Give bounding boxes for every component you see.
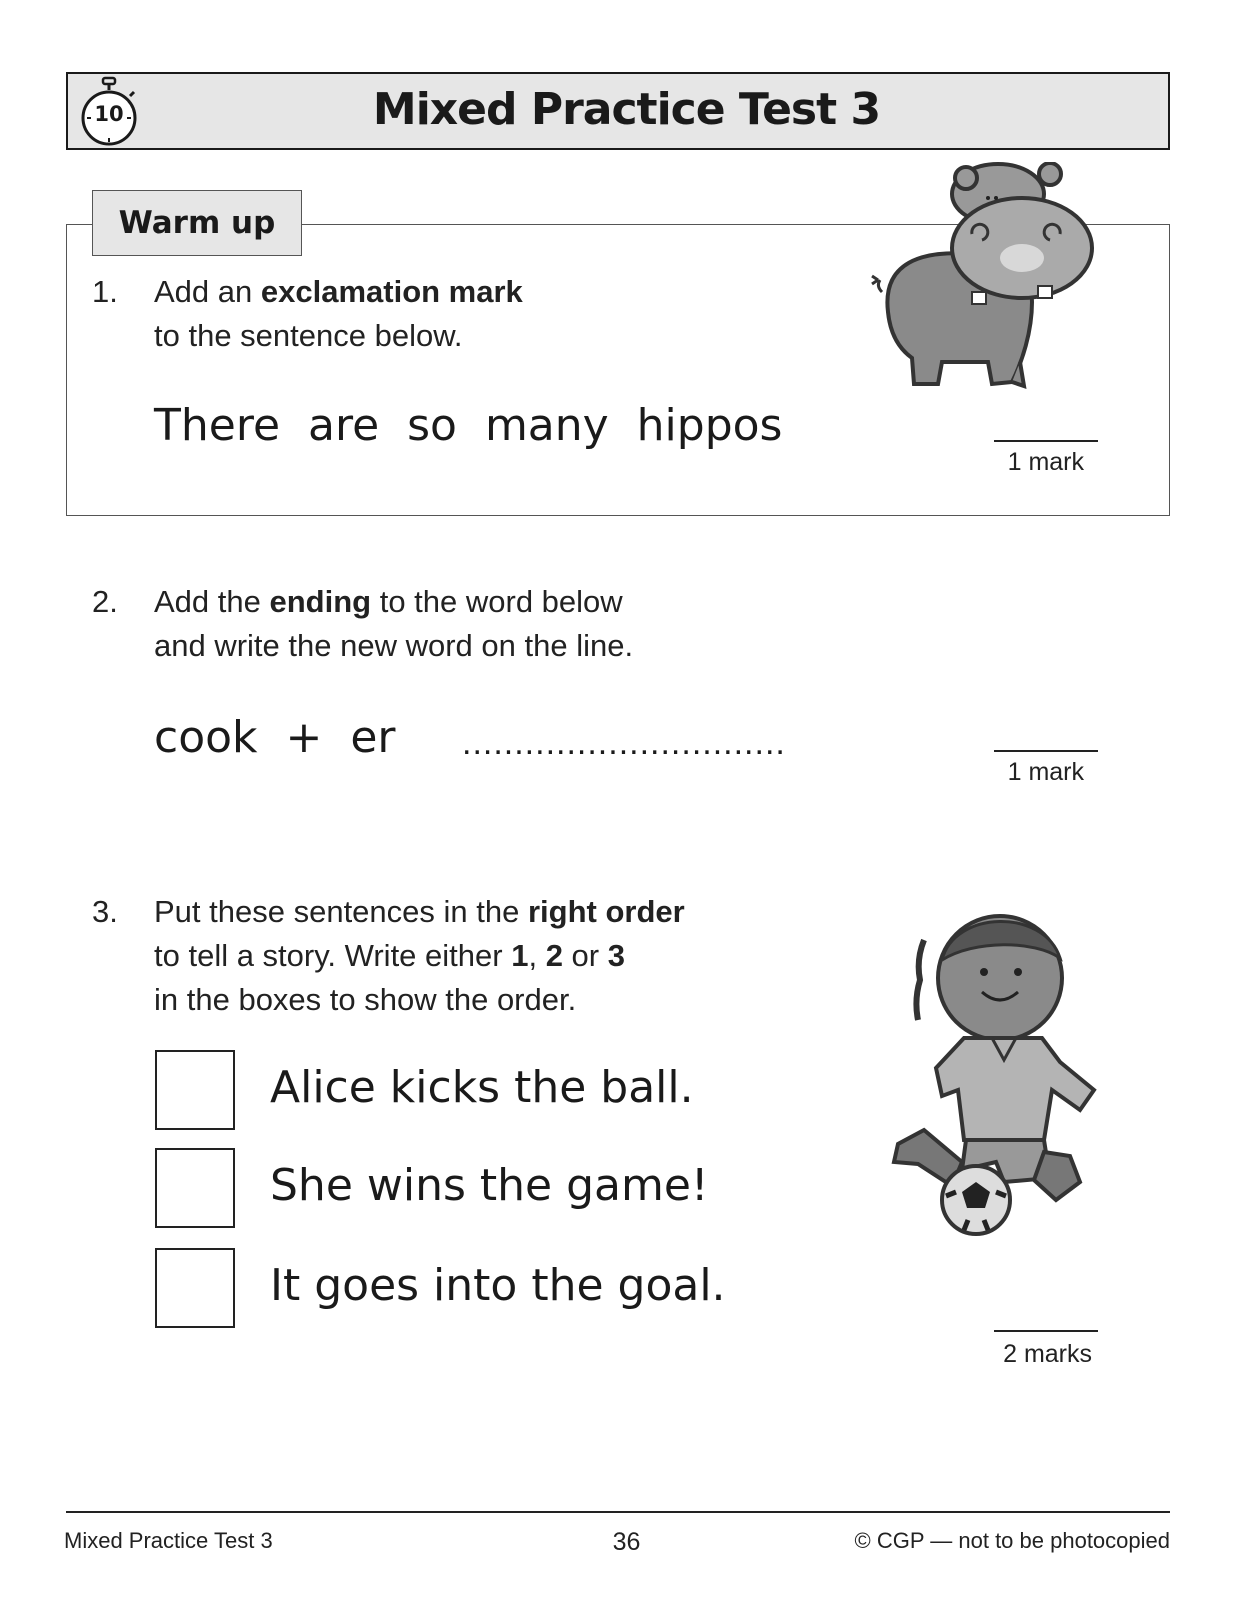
footer-right-text: © CGP — not to be photocopied	[854, 1528, 1170, 1553]
q1-mark-line	[994, 440, 1098, 442]
girl-football-illustration	[884, 900, 1110, 1240]
q3-marks: 2 marks	[1003, 1340, 1092, 1368]
q3-sep: ,	[528, 938, 546, 973]
q3-instruction	[154, 890, 685, 1022]
story-sentence-3: It goes into the goal.	[270, 1260, 726, 1311]
q1-text-b: to the sentence below.	[154, 318, 463, 353]
q2-text-b: to the word below	[371, 584, 623, 619]
q3-text-b: to tell a story. Write either	[154, 938, 512, 973]
q1-keyword: exclamation mark	[260, 274, 523, 309]
order-box-2[interactable]	[155, 1148, 235, 1228]
footer-divider	[66, 1511, 1170, 1513]
q2-text-c: and write the new word on the line.	[154, 628, 634, 663]
story-sentence-1: Alice kicks the ball.	[270, 1062, 694, 1113]
warm-up-label: Warm up	[92, 190, 302, 256]
q1-number: 1.	[92, 274, 118, 309]
q3-num-2: 2	[545, 938, 563, 973]
q1-marks: 1 mark	[1007, 448, 1084, 476]
q1-text-a: Add an	[154, 274, 261, 309]
q3-number: 3.	[92, 894, 118, 929]
timer-label: 10	[94, 102, 124, 126]
q3-mark-line	[994, 1330, 1098, 1332]
q2-answer-line[interactable]: ...............................	[462, 724, 786, 762]
q2-word: cook + er	[154, 712, 396, 763]
q3-text-a: Put these sentences in the	[154, 894, 528, 929]
footer-left-text: Mixed Practice Test 3	[64, 1528, 273, 1553]
q1-sentence: There are so many hippos	[154, 400, 783, 451]
q3-text-c: in the boxes to show the order.	[154, 982, 577, 1017]
q2-number: 2.	[92, 584, 118, 619]
q2-text-a: Add the	[154, 584, 270, 619]
order-box-3[interactable]	[155, 1248, 235, 1328]
q2-instruction	[154, 580, 633, 668]
page-title: Mixed Practice Test 3	[372, 84, 881, 135]
q3-num-3: 3	[607, 938, 625, 973]
q2-keyword: ending	[269, 584, 372, 619]
order-box-1[interactable]	[155, 1050, 235, 1130]
q1-instruction	[154, 270, 523, 358]
story-sentence-2: She wins the game!	[270, 1160, 709, 1211]
q2-mark-line	[994, 750, 1098, 752]
page-number: 36	[612, 1528, 641, 1556]
q3-num-1: 1	[511, 938, 529, 973]
q3-keyword: right order	[527, 894, 685, 929]
q2-marks: 1 mark	[1007, 758, 1084, 786]
hippo-illustration	[862, 162, 1122, 406]
q3-or: or	[562, 938, 608, 973]
